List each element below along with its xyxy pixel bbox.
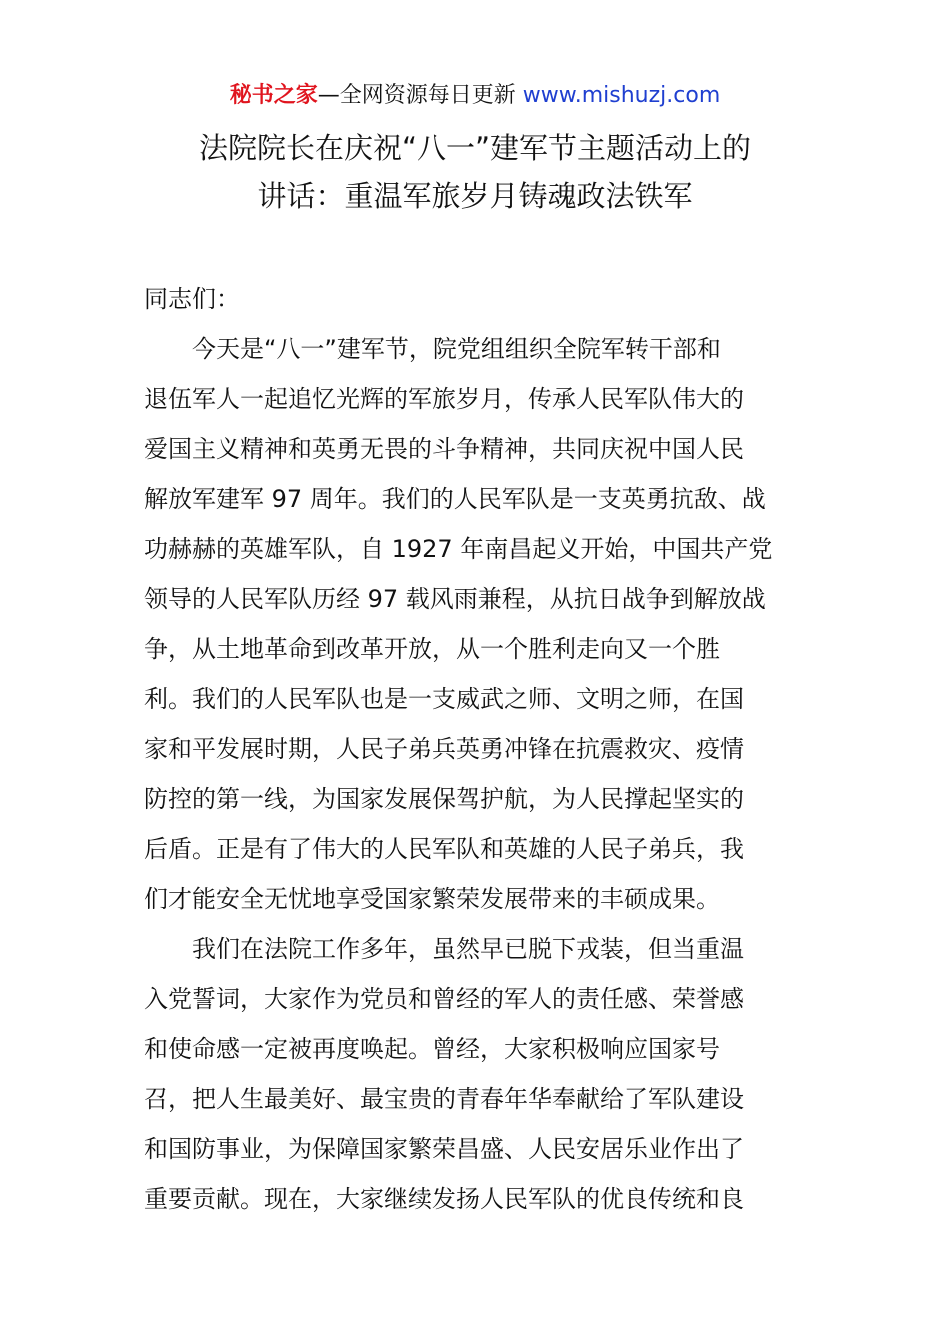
paragraph-line: 防控的第一线，为国家发展保驾护航，为人民撑起坚实的 <box>144 785 744 813</box>
site-tagline: —全网资源每日更新 <box>317 83 523 108</box>
paragraph-line: 解放军建军 97 周年。我们的人民军队是一支英勇抗敌、战 <box>144 485 766 513</box>
paragraph-line: 家和平发展时期，人民子弟兵英勇冲锋在抗震救灾、疫情 <box>144 735 744 763</box>
paragraph-line: 重要贡献。现在，大家继续发扬人民军队的优良传统和良 <box>144 1185 744 1213</box>
paragraph-2 <box>144 924 814 1224</box>
paragraph-line: 领导的人民军队历经 97 载风雨兼程，从抗日战争到解放战 <box>144 585 766 613</box>
paragraph-line: 爱国主义精神和英勇无畏的斗争精神，共同庆祝中国人民 <box>144 435 744 463</box>
paragraph-line: 后盾。正是有了伟大的人民军队和英雄的人民子弟兵，我 <box>144 835 744 863</box>
title-line-2: 讲话：重温军旅岁月铸魂政法铁军 <box>257 179 693 213</box>
document-body <box>144 274 814 1224</box>
paragraph-line: 和使命感一定被再度唤起。曾经，大家积极响应国家号 <box>144 1035 720 1063</box>
paragraph-line: 召，把人生最美好、最宝贵的青春年华奉献给了军队建设 <box>144 1085 744 1113</box>
paragraph-line: 和国防事业，为保障国家繁荣昌盛、人民安居乐业作出了 <box>144 1135 744 1163</box>
paragraph-line: 功赫赫的英雄军队，自 1927 年南昌起义开始，中国共产党 <box>144 535 773 563</box>
paragraph-line: 退伍军人一起追忆光辉的军旅岁月，传承人民军队伟大的 <box>144 385 744 413</box>
site-header <box>0 80 950 112</box>
document-title <box>100 124 850 220</box>
site-name: 秘书之家 <box>229 83 318 108</box>
greeting: 同志们： <box>144 285 240 313</box>
title-line-1: 法院院长在庆祝“八一”建军节主题活动上的 <box>198 131 752 165</box>
paragraph-line: 我们在法院工作多年，虽然早已脱下戎装，但当重温 <box>144 935 744 963</box>
paragraph-line: 争，从土地革命到改革开放，从一个胜利走向又一个胜 <box>144 635 720 663</box>
site-url-link[interactable]: www.mishuzj.com <box>522 83 721 108</box>
paragraph-line: 入党誓词，大家作为党员和曾经的军人的责任感、荣誉感 <box>144 985 744 1013</box>
paragraph-line: 利。我们的人民军队也是一支威武之师、文明之师，在国 <box>144 685 744 713</box>
paragraph-line: 们才能安全无忧地享受国家繁荣发展带来的丰硕成果。 <box>144 885 720 913</box>
paragraph-1 <box>144 324 814 924</box>
paragraph-line: 今天是“八一”建军节，院党组组织全院军转干部和 <box>144 335 721 363</box>
